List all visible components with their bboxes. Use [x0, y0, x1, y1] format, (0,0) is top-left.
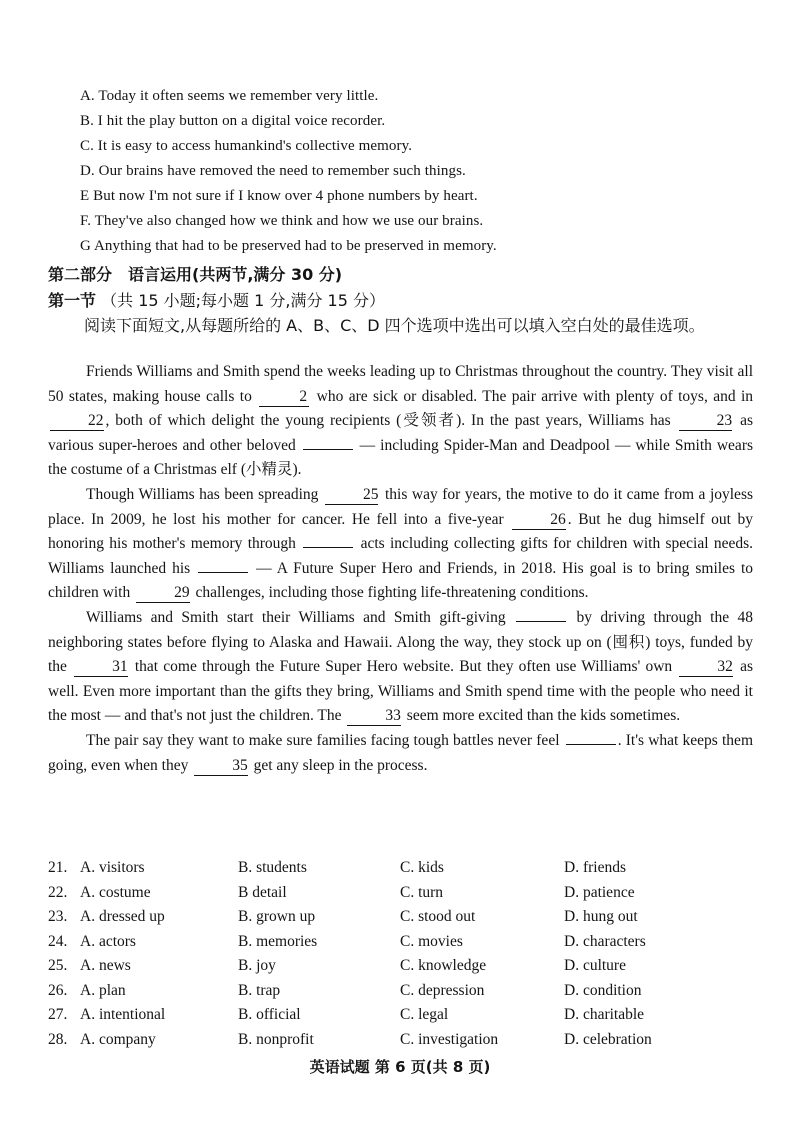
blank-23: 23	[679, 412, 733, 431]
answer-choices	[48, 856, 753, 1052]
choice-row-25	[48, 954, 753, 979]
choice-row-22	[48, 881, 753, 906]
paragraph-2	[48, 483, 753, 606]
choice-a: A. dressed up	[80, 908, 165, 925]
passage-text: who are sick or disabled. The pair arrive with plenty of toys, and in	[316, 387, 754, 405]
option-c: C. It is easy to access humankind's collective memory.	[80, 138, 413, 154]
blank-35: 35	[194, 757, 248, 776]
choice-c: C. knowledge	[400, 957, 487, 974]
passage-text: . But he dug himself out by honoring his mother's memory through	[48, 510, 754, 553]
question-number: 25.	[48, 957, 68, 974]
choice-row-23	[48, 905, 753, 930]
blank-34	[566, 744, 616, 745]
choice-c: C. stood out	[400, 908, 476, 925]
blank-27	[303, 547, 353, 548]
blank-22: 22	[50, 412, 104, 431]
choice-b: B. students	[238, 859, 307, 876]
choice-b: B. trap	[238, 981, 281, 999]
paragraph-3	[48, 606, 753, 729]
option-b: B. I hit the play button on a digital voice recorder.	[80, 113, 386, 129]
subsection-heading	[48, 288, 385, 311]
choice-a: A. costume	[80, 883, 151, 901]
passage-text: . It's what keeps them going, even when they	[48, 731, 753, 774]
page-footer: 英语试题 第 6 页(共 8 页)	[309, 1058, 491, 1076]
option-f: F. They've also changed how we think and how we use our brains.	[80, 213, 484, 229]
option-a: A. Today it often seems we remember very little.	[80, 88, 379, 104]
passage-text: , both of which delight the young recipients (受领者). In the past years, Williams has	[105, 412, 671, 430]
blank-24	[303, 449, 353, 450]
blank-30	[516, 621, 566, 622]
choice-c: C. kids	[400, 859, 444, 876]
choice-c: C. investigation	[400, 1030, 499, 1048]
choice-a: A. visitors	[80, 859, 145, 876]
sentence-options	[80, 84, 760, 259]
passage-text: seem more excited than the kids sometimes.	[406, 707, 681, 725]
blank-25: 25	[325, 486, 379, 505]
choice-b: B. nonprofit	[238, 1030, 314, 1048]
question-number: 27.	[48, 1006, 68, 1023]
cloze-passage	[48, 360, 753, 778]
choice-a: A. plan	[80, 981, 126, 999]
choice-c: C. turn	[400, 883, 444, 901]
option-d: D. Our brains have removed the need to remember such things.	[80, 163, 466, 179]
choice-d: D. patience	[564, 883, 635, 901]
passage-text: this way for years, the motive to do it came from a joyless place. In 2009, he lost his mother for cancer. He fell into a five-year	[48, 485, 754, 528]
choice-c: C. legal	[400, 1006, 449, 1023]
option-e: E But now I'm not sure if I know over 4 phone numbers by heart.	[80, 188, 478, 204]
subsection-label: 第一节	[48, 291, 97, 310]
question-number: 23.	[48, 908, 68, 925]
blank-33: 33	[347, 707, 401, 726]
passage-text: — including Spider-Man and Deadpool — while Smith wears the costume of a Christmas elf (小精灵).	[48, 436, 754, 479]
choice-d: D. culture	[564, 957, 626, 974]
passage-text: The pair say they want to make sure families facing tough battles never feel	[86, 731, 560, 749]
choice-a: A. actors	[80, 932, 136, 950]
choice-b: B. joy	[238, 957, 276, 974]
passage-text: Williams and Smith start their Williams and Smith gift-giving	[86, 608, 506, 626]
question-number: 26.	[48, 981, 68, 999]
option-g: G Anything that had to be preserved had to be preserved in memory.	[80, 238, 497, 254]
blank-28	[198, 572, 248, 573]
choice-row-27	[48, 1003, 753, 1028]
choice-b: B. memories	[238, 932, 318, 950]
choice-a: A. intentional	[80, 1006, 166, 1023]
passage-text: acts including collecting gifts for children with special needs. Williams launched his	[48, 535, 754, 577]
passage-text: get any sleep in the process.	[253, 756, 428, 774]
blank-26: 26	[512, 511, 566, 530]
choice-d: D. condition	[564, 981, 642, 999]
choice-a: A. company	[80, 1030, 156, 1048]
choice-row-24	[48, 930, 753, 955]
choice-b: B. official	[238, 1006, 301, 1023]
passage-text: Though Williams has been spreading	[86, 485, 319, 503]
passage-text: that come through the Future Super Hero website. But they often use Williams' own	[134, 658, 673, 676]
choice-d: D. hung out	[564, 908, 638, 925]
choice-row-21	[48, 856, 753, 881]
choice-a: A. news	[80, 957, 131, 974]
section-heading: 第二部分 语言运用(共两节,满分 30 分)	[48, 265, 343, 284]
choice-d: D. characters	[564, 932, 646, 950]
blank-21: 2	[259, 388, 309, 407]
choice-b: B. grown up	[238, 908, 316, 925]
blank-31: 31	[74, 658, 128, 677]
subsection-detail: （共 15 小题;每小题 1 分,满分 15 分）	[101, 291, 386, 310]
choice-c: C. depression	[400, 981, 485, 999]
question-number: 21.	[48, 859, 68, 876]
blank-32: 32	[679, 658, 733, 677]
passage-text: by driving through the 48 neighboring states before flying to Alaska and Hawaii. Along the way, they stock up on (囤积) toys, funded by the	[48, 608, 754, 676]
choice-row-26	[48, 979, 753, 1004]
passage-text: as well. Even more important than the gifts they bring, Williams and Smith spend time with the people who need it the most — and that's not just the children. The	[48, 658, 754, 725]
question-number: 22.	[48, 883, 68, 901]
passage-text: Friends Williams and Smith spend the weeks leading up to Christmas throughout the country. They visit all 50 states, making house calls to	[48, 363, 753, 405]
paragraph-1	[48, 360, 753, 483]
question-number: 28.	[48, 1030, 68, 1048]
passage-text: challenges, including those fighting life-threatening conditions.	[195, 584, 589, 602]
instruction: 阅读下面短文,从每题所给的 A、B、C、D 四个选项中选出可以填入空白处的最佳选项。	[84, 316, 705, 335]
passage-text: as various super-heroes and other beloved	[48, 412, 754, 454]
paragraph-4	[48, 729, 753, 778]
blank-29: 29	[136, 584, 190, 603]
choice-d: D. friends	[564, 859, 626, 876]
question-number: 24.	[48, 932, 68, 950]
choice-row-28	[48, 1028, 753, 1053]
choice-d: D. charitable	[564, 1006, 645, 1023]
passage-text: — A Future Super Hero and Friends, in 2018. His goal is to bring smiles to children with	[48, 559, 754, 602]
choice-c: C. movies	[400, 932, 463, 950]
choice-d: D. celebration	[564, 1030, 652, 1048]
choice-b: B detail	[238, 883, 287, 901]
